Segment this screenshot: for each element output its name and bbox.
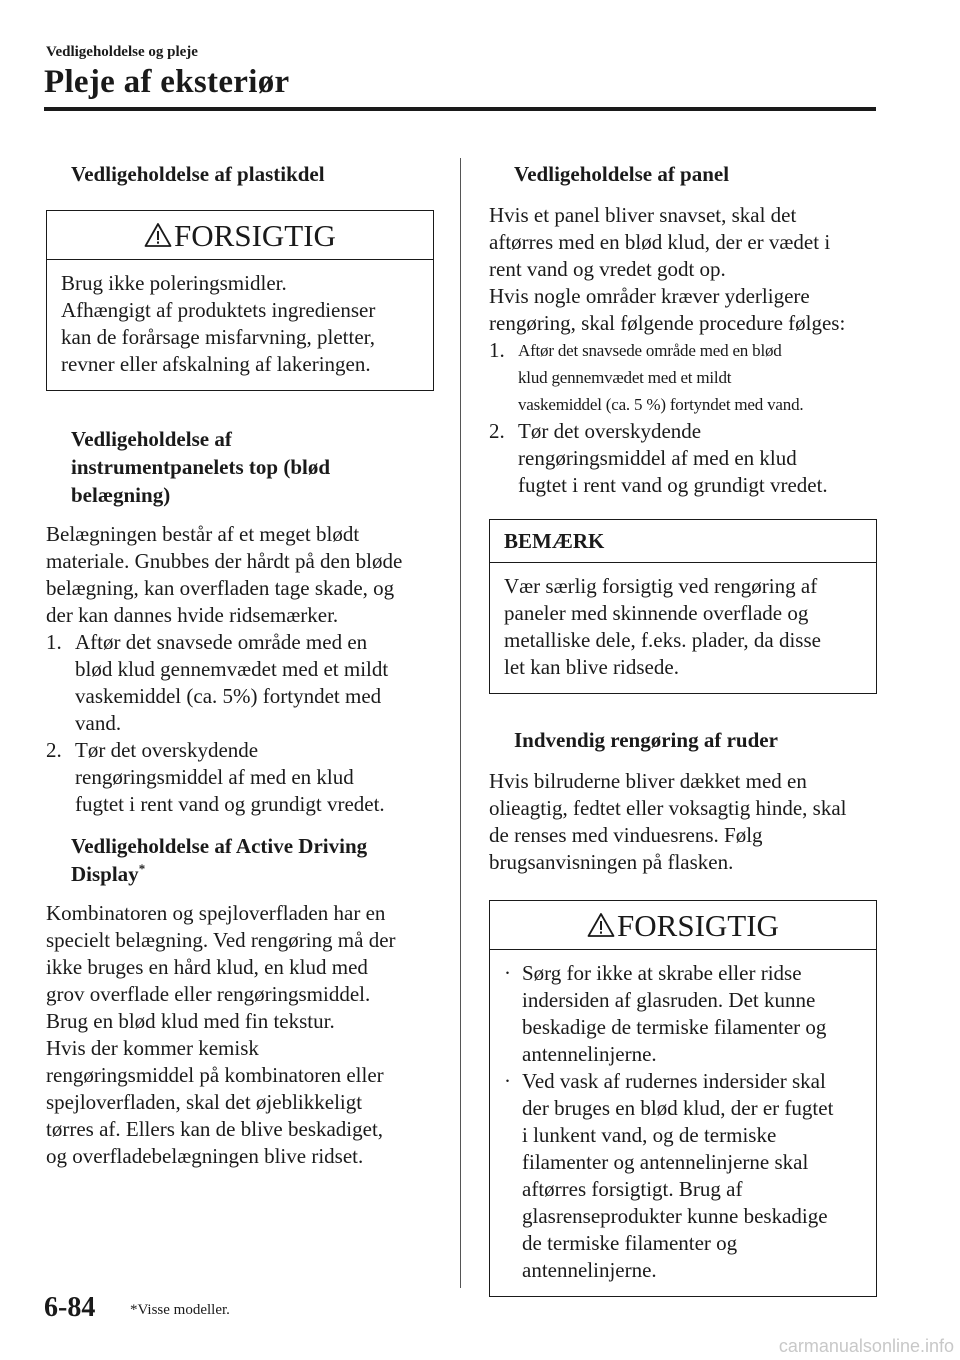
text-line: rengøring, skal følgende procedure følges: — [489, 311, 846, 335]
text-line: Brug en blød klud med fin tekstur. — [46, 1009, 335, 1033]
note-body — [490, 563, 876, 693]
text-line: vand. — [75, 711, 122, 735]
footnote-marker: * — [138, 861, 146, 876]
note-title: BEMÆRK — [490, 520, 876, 563]
dashboard-steps — [46, 629, 434, 818]
panel-steps — [489, 337, 877, 499]
plastic-heading: Vedligeholdelse af plastikdel — [71, 162, 325, 186]
text-line: materiale. Gnubbes der hårdt på den bløde — [46, 549, 403, 573]
text-line: filamenter og antennelinjerne skal — [522, 1150, 809, 1174]
text-line: paneler med skinnende overflade og — [504, 601, 809, 625]
caution-line: revner eller afskalning af lakeringen. — [61, 352, 371, 376]
text-line: antennelinjerne. — [522, 1258, 657, 1282]
panel-heading: Vedligeholdelse af panel — [514, 162, 730, 186]
active-driving-paragraph — [46, 900, 434, 1170]
warning-triangle-icon — [587, 912, 615, 938]
text-line: aftørres forsigtigt. Brug af — [522, 1177, 743, 1201]
text-line: rengøringsmiddel af med en klud — [75, 765, 354, 789]
text-line: og overfladebelægningen blive ridset. — [46, 1144, 364, 1168]
text-line: Hvis der kommer kemisk — [46, 1036, 259, 1060]
watermark: carmanualsonline.info — [778, 1336, 954, 1356]
bullet-dot-icon: · — [504, 961, 511, 985]
bullet-item — [502, 960, 864, 1068]
caution-body — [490, 950, 876, 1296]
caution-line: kan de forårsage misfarvning, pletter, — [61, 325, 376, 349]
text-line: olieagtig, fedtet eller voksagtig hinde, skal — [489, 796, 847, 820]
window-heading: Indvendig rengøring af ruder — [514, 728, 778, 752]
text-line: fugtet i rent vand og grundigt vredet. — [75, 792, 385, 816]
text-line: Tør det overskydende — [75, 738, 259, 762]
text-line: spejloverfladen, skal det øjeblikkeligt — [46, 1090, 363, 1114]
text-line: ikke bruges en hård klud, en klud med — [46, 955, 368, 979]
text-line: Sørg for ikke at skrabe eller ridse — [522, 961, 802, 985]
text-line: Vær særlig forsigtig ved rengøring af — [504, 574, 818, 598]
text-line: grov overflade eller rengøringsmiddel. — [46, 982, 371, 1006]
text-line: de renses med vinduesrens. Følg — [489, 823, 763, 847]
text-line: Hvis nogle områder kræver yderligere — [489, 284, 810, 308]
title-rule — [44, 107, 876, 111]
text-line: metalliske dele, f.eks. plader, da disse — [504, 628, 821, 652]
text-line: vaskemiddel (ca. 5%) fortyndet med — [75, 684, 382, 708]
footnote: *Visse modeller. — [130, 1302, 230, 1318]
heading-line — [71, 860, 434, 888]
step-item — [489, 337, 877, 418]
text-line: Ved vask af rudernes indersider skal — [522, 1069, 826, 1093]
caution-title: FORSIGTIG — [617, 908, 779, 943]
text-line: brugsanvisningen på flasken. — [489, 850, 734, 874]
heading-line: Vedligeholdelse af Active Driving — [71, 834, 368, 858]
text-line: beskadige de termiske filamenter og — [522, 1015, 827, 1039]
text-line: klud gennemvædet med et mildt — [518, 368, 732, 387]
text-line: glasrenseprodukter kunne beskadige — [522, 1204, 828, 1228]
heading-text: Display — [71, 862, 139, 886]
right-column — [489, 160, 877, 1297]
text-line: belægning, kan overfladen tage skade, og — [46, 576, 395, 600]
window-paragraph — [489, 768, 877, 876]
text-line: specielt belægning. Ved rengøring må der — [46, 928, 396, 952]
caution-line: Afhængigt af produktets ingredienser — [61, 298, 376, 322]
active-driving-heading — [71, 832, 434, 888]
text-line: rent vand og vredet godt op. — [489, 257, 726, 281]
caution-header — [47, 211, 433, 260]
text-line: let kan blive ridsede. — [504, 655, 679, 679]
caution-body — [47, 260, 433, 390]
text-line: rengøringsmiddel af med en klud — [518, 446, 797, 470]
step-item — [46, 629, 434, 737]
text-line: rengøringsmiddel på kombinatoren eller — [46, 1063, 384, 1087]
bullet-dot-icon: · — [504, 1069, 511, 1093]
text-line: i lunkent vand, og de termiske — [522, 1123, 777, 1147]
caution-bullets — [502, 960, 864, 1284]
text-line: de termiske filamenter og — [522, 1231, 738, 1255]
text-line: indersiden af glasruden. Det kunne — [522, 988, 816, 1012]
text-line: fugtet i rent vand og grundigt vredet. — [518, 473, 828, 497]
text-line: Tør det overskydende — [518, 419, 702, 443]
left-column — [46, 160, 434, 1170]
text-line: aftørres med en blød klud, der er vædet i — [489, 230, 831, 254]
text-line: blød klud gennemvædet med et mildt — [75, 657, 389, 681]
step-number: 1. — [489, 338, 505, 362]
heading-line: belægning) — [71, 483, 171, 507]
dashboard-heading — [71, 425, 434, 509]
caution-title: FORSIGTIG — [174, 218, 336, 253]
warning-triangle-icon — [144, 222, 172, 248]
caution-box-window — [489, 900, 877, 1297]
caution-header — [490, 901, 876, 950]
text-line: Kombinatoren og spejloverfladen har en — [46, 901, 386, 925]
text-line: tørres af. Ellers kan de blive beskadiget, — [46, 1117, 384, 1141]
step-number: 2. — [489, 419, 505, 443]
page-title: Pleje af eksteriør — [44, 64, 290, 100]
step-number: 1. — [46, 630, 62, 654]
text-line: Hvis bilruderne bliver dækket med en — [489, 769, 807, 793]
step-item — [489, 418, 877, 499]
bullet-item — [502, 1068, 864, 1284]
text-line: Belægningen består af et meget blødt — [46, 522, 360, 546]
note-box — [489, 519, 877, 694]
text-line: der kan dannes hvide ridsemærker. — [46, 603, 339, 627]
text-line: antennelinjerne. — [522, 1042, 657, 1066]
section-label: Vedligeholdelse og pleje — [46, 44, 198, 60]
dashboard-paragraph — [46, 521, 434, 629]
text-line: Aftør det snavsede område med en blød — [518, 341, 782, 360]
heading-line: Vedligeholdelse af — [71, 427, 232, 451]
page-number: 6-84 — [44, 1292, 96, 1323]
step-number: 2. — [46, 738, 62, 762]
text-line: der bruges en blød klud, der er fugtet — [522, 1096, 834, 1120]
column-divider — [460, 158, 461, 1288]
panel-paragraph — [489, 202, 877, 337]
text-line: Hvis et panel bliver snavset, skal det — [489, 203, 797, 227]
step-item — [46, 737, 434, 818]
heading-line: instrumentpanelets top (blød — [71, 455, 331, 479]
caution-box-plastic — [46, 210, 434, 391]
text-line: Aftør det snavsede område med en — [75, 630, 368, 654]
caution-line: Brug ikke poleringsmidler. — [61, 271, 287, 295]
text-line: vaskemiddel (ca. 5 %) fortyndet med vand. — [518, 395, 804, 414]
